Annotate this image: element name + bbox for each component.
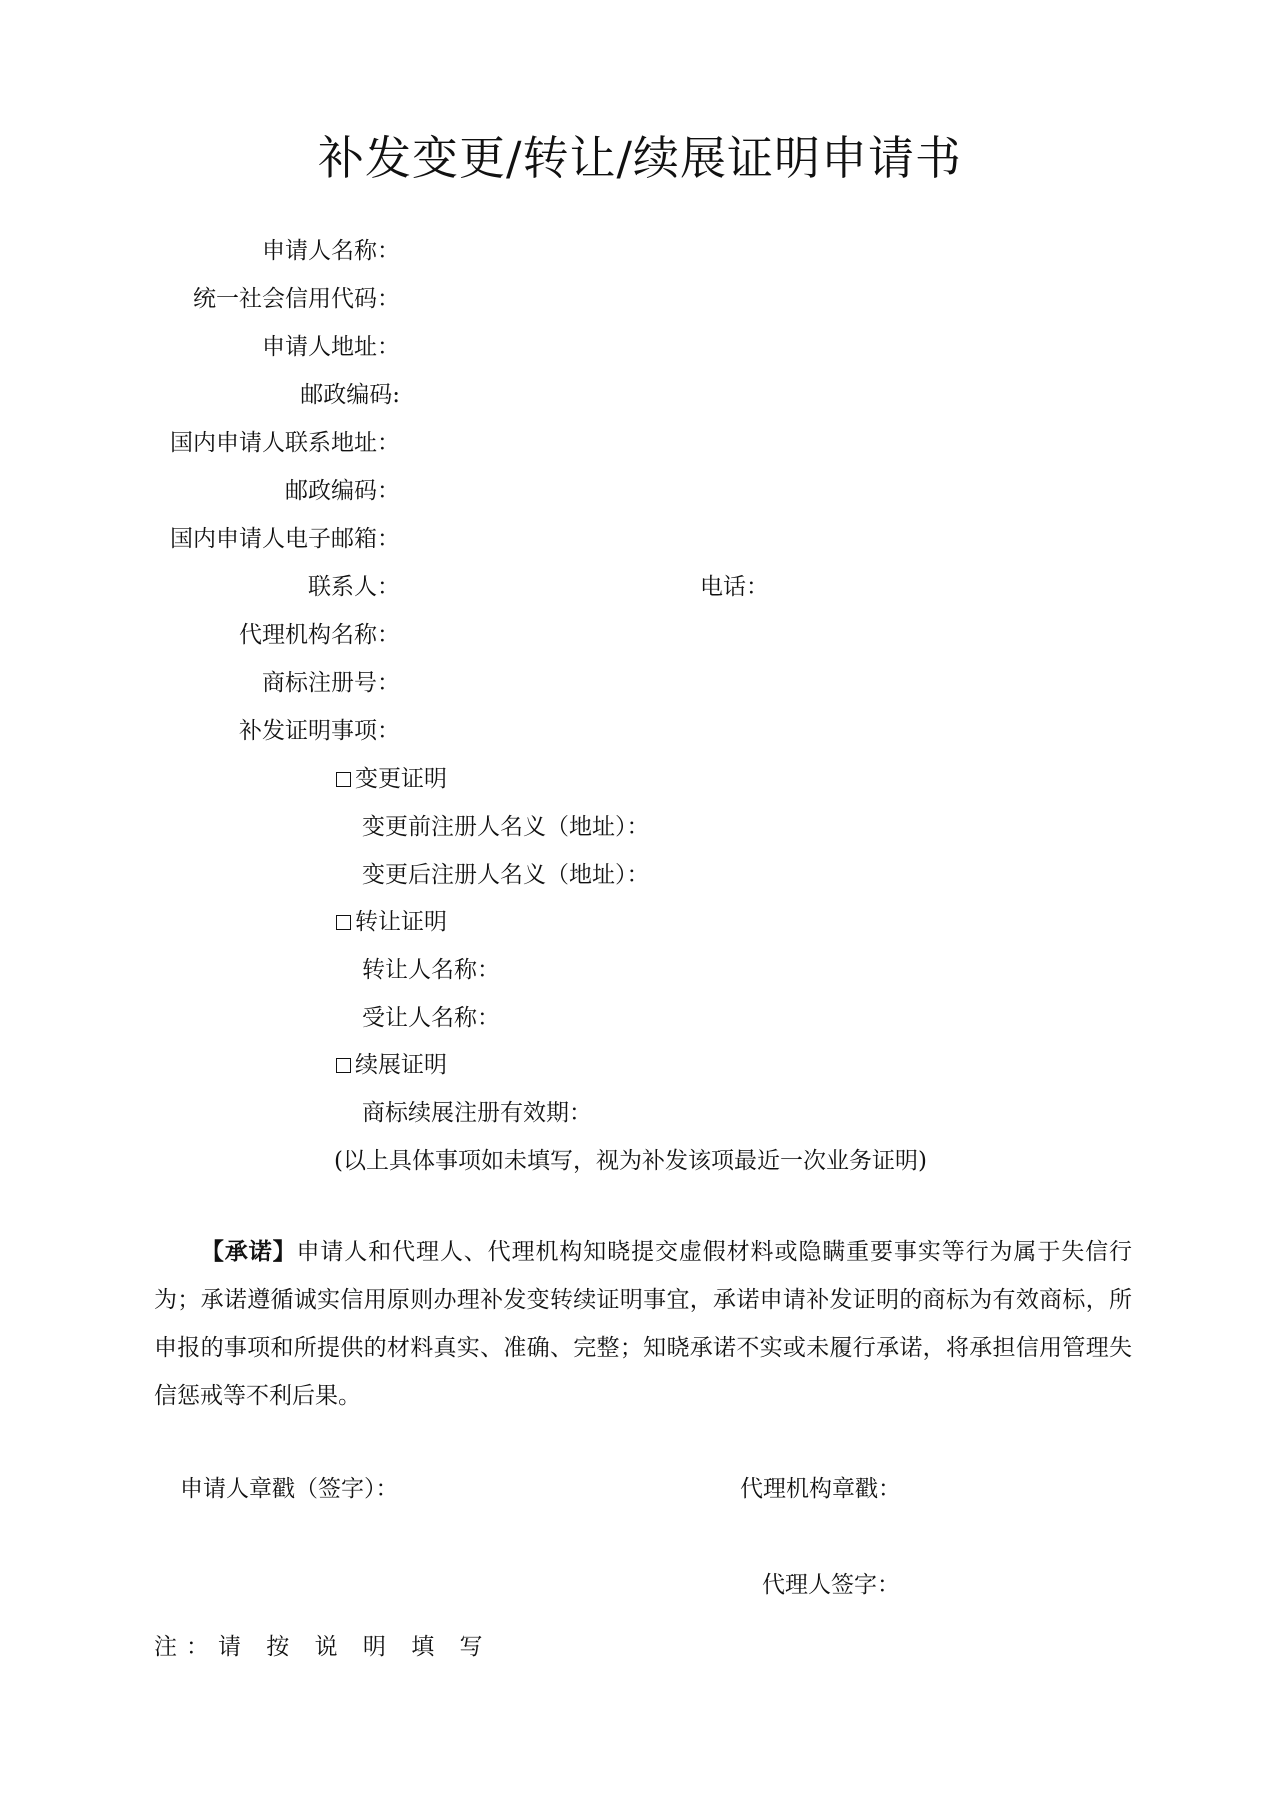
- domestic-contact-address-label: 国内申请人联系地址：: [170, 430, 400, 456]
- agency-name-label: 代理机构名称：: [239, 622, 400, 648]
- agency-seal-label: 代理机构章戳：: [740, 1476, 901, 1502]
- phone-label: 电话：: [700, 574, 769, 600]
- trademark-reg-no-label: 商标注册号：: [262, 670, 400, 696]
- option-change: [336, 764, 447, 794]
- pledge-heading: 【承诺】: [200, 1238, 297, 1265]
- reissue-items-label: 补发证明事项：: [239, 718, 400, 744]
- applicant-name-label: 申请人名称：: [262, 238, 400, 264]
- option-renewal-label: 续展证明: [355, 1052, 447, 1078]
- pledge-paragraph: [154, 1228, 1132, 1420]
- renewal-validity-label: 商标续展注册有效期：: [362, 1100, 592, 1126]
- postal-code-label-2: 邮政编码：: [285, 478, 400, 504]
- option-renewal: [336, 1050, 447, 1080]
- change-checkbox[interactable]: [336, 772, 351, 787]
- transferor-label: 转让人名称：: [362, 957, 500, 983]
- option-transfer-label: 转让证明: [355, 909, 447, 935]
- applicant-seal-label: 申请人章戳（签字）：: [180, 1476, 399, 1502]
- options-note: (以上具体事项如未填写，视为补发该项最近一次业务证明): [334, 1148, 927, 1174]
- transfer-checkbox[interactable]: [336, 915, 351, 930]
- transferee-label: 受让人名称：: [362, 1005, 500, 1031]
- page-title: 补发变更/转让/续展证明申请书: [318, 131, 962, 185]
- applicant-address-label: 申请人地址：: [262, 334, 400, 360]
- change-after-label: 变更后注册人名义（地址）：: [362, 862, 650, 888]
- option-change-label: 变更证明: [355, 766, 447, 792]
- footer-note: 注：请 按 说 明 填 写: [154, 1634, 492, 1660]
- change-before-label: 变更前注册人名义（地址）：: [362, 814, 650, 840]
- postal-code-label: 邮政编码:: [300, 382, 400, 408]
- option-transfer: [336, 907, 447, 937]
- domestic-email-label: 国内申请人电子邮箱：: [170, 526, 400, 552]
- pledge-text: 申请人和代理人、代理机构知晓提交虚假材料或隐瞒重要事实等行为属于失信行为；承诺遵循诚实信用原则办理补发变转续证明事宜，承诺申请补发证明的商标为有效商标，所申报的事项和所提供的材料真实、准确、完整；知晓承诺不实或未履行承诺，将承担信用管理失信惩戒等不利后果。: [154, 1239, 1133, 1409]
- agent-signature-label: 代理人签字：: [762, 1572, 900, 1598]
- renewal-checkbox[interactable]: [336, 1058, 351, 1073]
- credit-code-label: 统一社会信用代码：: [193, 286, 400, 312]
- contact-person-label: 联系人：: [308, 574, 400, 600]
